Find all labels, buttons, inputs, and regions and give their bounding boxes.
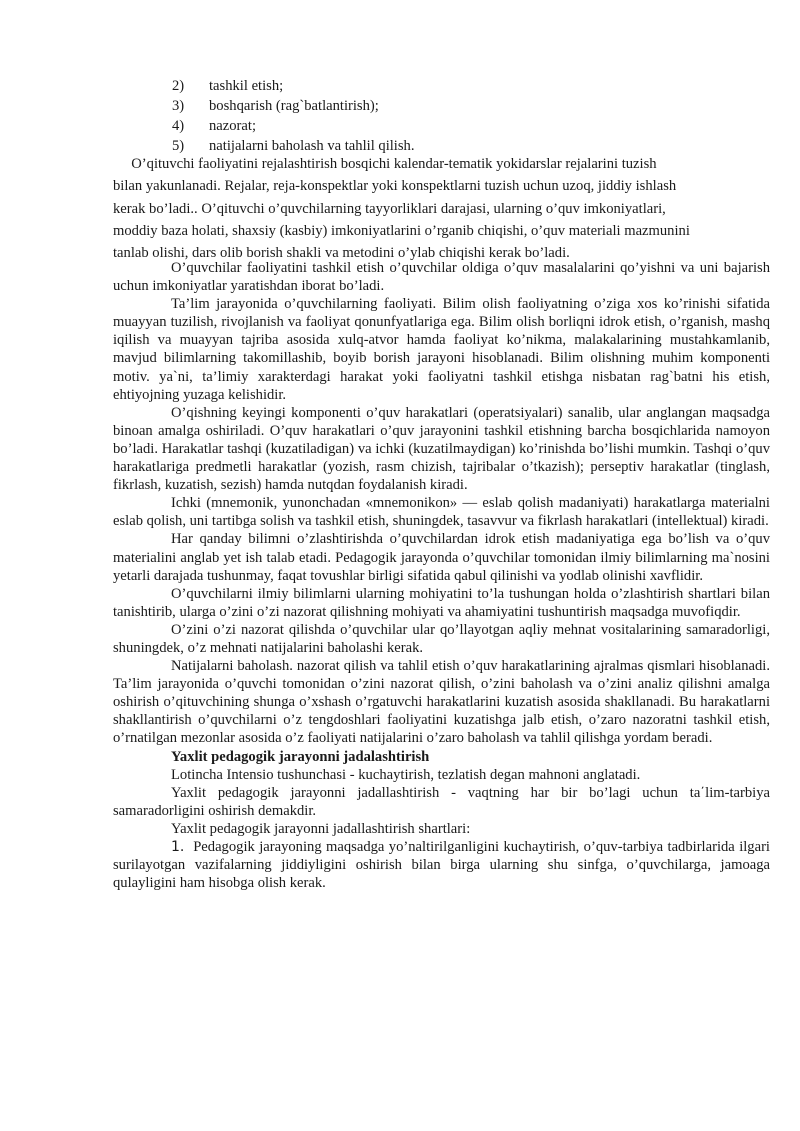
paragraph: O’quvchilarni ilmiy bilimlarni ularning mohiyatini to’la tushungan holda o’zlashtirish shartlari bilan tanishtirib, ularga o’zini o’zi nazorat qilishning mohiyati va ahamiyatini tushuntirish maqsadga muvofiqdir.: [113, 585, 770, 620]
paragraph: Har qanday bilimni o’zlashtirishda o’quvchilardan idrok etish madaniyatiga ega bo’lish va o’quv materialini anglab yet ish talab etadi. Pedagogik jarayonda o’quvchilar tomonidan ilmiy bilimlarning ma`nosini yetarli darajada tushunmay, faqat tovushlar birligi sifatida qabul qilinishi va yodlab olinishi xavflidir.: [113, 531, 770, 584]
numbered-list: [172, 76, 772, 156]
body-text: [113, 259, 774, 892]
list-item: [172, 76, 772, 96]
list-item-number: 3): [172, 98, 185, 114]
paragraph: Ta’lim jarayonida o’quvchilarning faoliyati. Bilim olish faoliyatning o’ziga xos ko’rinishi sifatida muayyan tuzilish, rivojlanish va faoliyat qonunfyatlariga ega. Bilim olish borliqni idrok etish, o’rganish, mashq iqilish va muayyan tajriba asosida xulq-atvor hamda faoliyat ko’nikma, malakalarining mustahkamlanib, mavjud bilimlarning takomillashib, boyib borish jarayoni hisoblanadi. Bilim olishning muhim komponenti motiv. ya`ni, ta’limiy xarakterdagi harakat yoki faoliyatni tashkil etishga nisbatan rag`batni his etish, ehtiyojning yuzaga kelishidir.: [113, 296, 770, 403]
paragraph: Natijalarni baholash. nazorat qilish va tahlil etish o’quv harakatlarining ajralmas qismlari hisoblanadi. Ta’lim jarayonida o’quvchi tomonidan o’zini nazorat qilish, o’zini baholash va o’zini analiz qilishni amalga oshirish o’qituvchining shunga o’xshash o’rgatuvchi harakatlarini kuzatish asosida shakllanadi. Bu harakatlarni shakllantirish o’quvchilarni o’z tengdoshlari faoliyatini kuzatishga jalb etish, o’zaro nazoratni tashkil etish, o’rnatilgan mezonlar asosida o’z faoliyati natijalarini o’zaro baholash va tahlil qilishga yordam beradi.: [113, 658, 770, 747]
section-heading: Yaxlit pedagogik jarayonni jadalashtirish: [171, 748, 430, 765]
intro-line: O’qituvchi faoliyatini rejalashtirish bosqichi kalendar-tematik yokidarslar rejalarini tuzish: [113, 156, 657, 172]
list-item-number: 2): [172, 78, 185, 94]
intro-line: bilan yakunlanadi. Rejalar, reja-konspektlar yoki konspektlarni tuzish uchun uzoq, jiddiy ishlash: [113, 178, 677, 195]
list-item: [172, 116, 772, 136]
paragraph-text: Pedagogik jarayoning maqsadga yo’naltirilganligini kuchaytirish, o’quv-tarbiya tadbirlarida ilgari surilayotgan vazifalarning jiddiyligini oshirish bilan birga ularning shu sinfga, o’quvchilarga, jamoaga qulayligini ham hisobga olish kerak.: [113, 839, 774, 892]
numbered-paragraph: [113, 838, 774, 892]
paragraph: Yaxlit pedagogik jarayonni jadallashtirish shartlari:: [171, 820, 471, 837]
list-item-text: nazorat;: [209, 118, 256, 134]
list-item-number: 4): [172, 118, 185, 134]
list-item-text: tashkil etish;: [209, 78, 284, 94]
paragraph: Yaxlit pedagogik jarayonni jadallashtirish - vaqtning har bir bo’lagi uchun ta΄lim-tarbiya samaradorligini oshirish demakdir.: [113, 784, 770, 819]
paragraph: Ichki (mnemonik, yunonchadan «mnemonikon» — eslab qolish madaniyati) harakatlarga materialni eslab qolish, uni tartibga solish va tashkil etish, shuningdek, tasavvur va fikrlash harakatlari (intellektual) kiradi.: [113, 495, 770, 530]
list-item-text: boshqarish (rag`batlantirish);: [209, 98, 379, 114]
intro-paragraph: [113, 153, 773, 264]
paragraph-number: 1.: [171, 839, 185, 855]
intro-line: moddiy baza holati, shaxsiy (kasbiy) imkoniyatlarini o’rganib chiqishi, o’quv materiali mazmunini: [113, 222, 690, 239]
paragraph: O’qishning keyingi komponenti o’quv harakatlari (operatsiyalari) sanalib, ular anglangan maqsadga binoan amalga oshiriladi. O’quv harakatlari o’quv jarayonini tashkil etishning barcha bosqichlarida namoyon bo’ladi. Harakatlar tashqi (kuzatiladigan) va ichki (kuzatilmaydigan) ko’rinishda bo’lishi mumkin. Tashqi o’quv harakatlariga predmetli harakatlar (yozish, rasm chizish, tajribalar o’tkazish); perseptiv harakatlar (tinglash, fikrlash, kuzatish, sezish) hamda nutqdan foydalanish kiradi.: [113, 404, 770, 494]
paragraph: Lotincha Intensio tushunchasi - kuchaytirish, tezlatish degan mahnoni anglatadi.: [171, 766, 641, 783]
list-item-number: 5): [172, 138, 185, 154]
paragraph: O’zini o’zi nazorat qilishda o’quvchilar ular qo’llayotgan aqliy mehnat vositalarining samaradorligi, shuningdek, o’z mehnati natijalarini baholashi kerak.: [113, 621, 770, 656]
intro-line: tanlab olishi, dars olib borish shakli va metodini o’ylab chiqishi kerak bo’ladi.: [113, 245, 570, 262]
list-item: [172, 96, 772, 116]
list-item-text: natijalarni baholash va tahlil qilish.: [209, 138, 415, 154]
intro-line: kerak bo’ladi.. O’qituvchi o’quvchilarning tayyorliklari darajasi, ularning o’quv imkoniyatlari,: [113, 200, 666, 217]
paragraph: O’quvchilar faoliyatini tashkil etish o’quvchilar oldiga o’quv masalalarini qo’yishni va uni bajarish uchun imkoniyatlar yaratishdan iborat bo’ladi.: [113, 260, 770, 295]
